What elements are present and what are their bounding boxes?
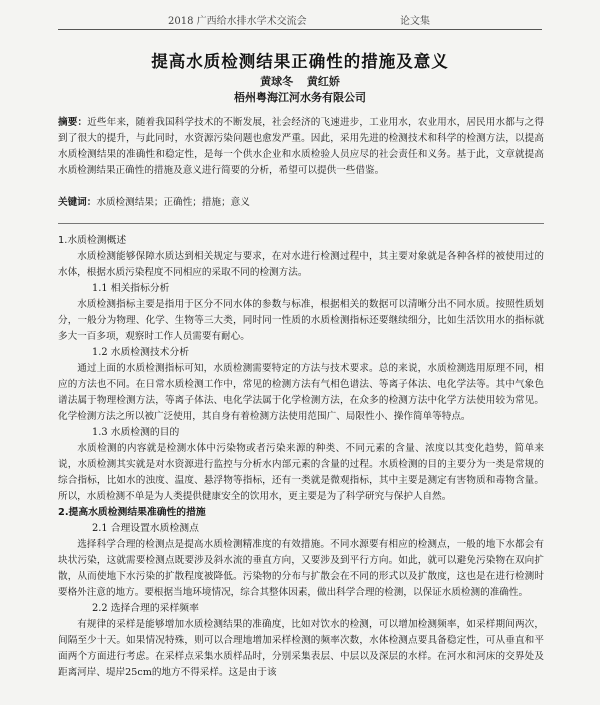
subsection-heading-2-2: 2.2 选择合理的采样频率: [92, 603, 199, 614]
keywords: [58, 195, 544, 211]
paper-authors: 黄球冬 黄红娇: [260, 75, 340, 88]
paper-affiliation: 梧州粤海江河水务有限公司: [234, 91, 366, 104]
subsection-heading-1-3: 1.3 水质检测的目的: [92, 427, 180, 438]
paragraph: 水质检测指标主要是指用于区分不同水体的参数与标准，根据相关的数据可以清晰分出不同水质。按照性质划分，一般分为物理、化学、生物等三大类，同时同一性质的水质检测指标还要继续细分，比如生活饮用水的指标就多大一百多项，观察时工作人员需要有耐心。: [58, 299, 544, 342]
paragraph: 水质检测能够保障水质达到相关规定与要求，在对水进行检测过程中，其主要对象就是各种各样的被使用过的水体，根据水质污染程度不同相应的采取不同的检测方法。: [58, 251, 544, 278]
keywords-text: 水质检测结果；正确性；措施；意义: [96, 197, 250, 208]
keywords-label: 关键词：: [58, 197, 97, 208]
paragraph: 水质检测的内容就是检测水体中污染物或者污染来源的种类、不同元素的含量、浓度以其变化趋势，简单来说，水质检测其实就是对水资源进行监控与分析水内部元素的含量的过程。水质检测的目的主要分为一类是常规的综合指标，比如水的浊度、温度、悬浮物等指标，还有一类就是微观指标，其中主要是测定有害物质和毒物含量。所以，水质检测不单是为人类提供健康安全的饮用水，更主要是为了科学研究与保护人自然。: [58, 443, 544, 502]
abstract-text: 近些年来，随着我国科学技术的不断发展，社会经济的飞速进步，工业用水，农业用水，居民用水都与之得到了很大的提升，与此同时，水资源污染问题也愈发严重。因此，采用先进的检测技术和科学的检测方法，以提高水质检测结果的准确性和稳定性，是每一个供水企业和水质检验人员应尽的社会责任和义务。基于此，文章就提高水质检测结果正确性的措施及意义进行简要的分析，希望可以提供一些借鉴。: [58, 117, 545, 176]
paragraph: 通过上面的水质检测指标可知，水质检测需要特定的方法与技术要求。总的来说，水质检测选用原理不同，相应的方法也不同。在日常水质检测工作中，常见的检测方法有气相色谱法、等离子体法、电化学法等。其中气象色谱法属于物理检测方法，等离子体法、电化学法属于化学检测方法，在众多的检测方法中化学方法使用较为常见。化学检测方法之所以被广泛使用，其自身有着检测方法使用范围广、局限性小、操作简单等特点。: [58, 363, 544, 422]
subsection-heading-2-1: 2.1 合理设置水质检测点: [92, 523, 199, 534]
header-rule: [58, 29, 542, 30]
subsection-heading-1-1: 1.1 相关指标分析: [92, 283, 170, 294]
abstract-label: 摘要：: [58, 117, 88, 128]
paragraph: 有规律的采样是能够增加水质检测结果的准确度，比如对饮水的检测，可以增加检测频率，如采样期间两次，间隔至少十天。如果情况特殊，则可以合理地增加采样检测的频率次数，水体检测点要具备稳定性，可从垂直和平面两个方面进行考虑。在采样点采集水质样品时，分别采集表层、中层以及深层的水样。在河水和河床的交界处及距离河岸、堤岸25cm的地方不得采样。这是由于该: [58, 619, 544, 678]
abstract: [58, 115, 544, 179]
paper-title: 提高水质检测结果正确性的措施及意义: [151, 52, 449, 71]
header-proceedings: 论文集: [400, 16, 430, 27]
header-conference: 2018 广西给水排水学术交流会: [168, 16, 307, 27]
body-text: [58, 233, 544, 703]
paragraph: 选择科学合理的检测点是提高水质检测精准度的有效措施。不同水源要有相应的检测点，一般的地下水都会有块状污染，这就需要检测点既要涉及斜水流的垂直方向，又要涉及到平行方向。如此，就可以避免污染物在双向扩散，从而使地下水污染的扩散程度被降低。污染物的分布与扩散会在不同的形式以及扩散度，这也是在进行检测时要格外注意的地方。要根据当地环境情况，综合其整体因素，做出科学合理的检测，以保证水质检测的准确性。: [58, 539, 544, 598]
section-divider: [58, 223, 544, 224]
section-heading-1: 1.水质检测概述: [58, 235, 127, 246]
subsection-heading-1-2: 1.2 水质检测技术分析: [92, 347, 190, 358]
running-header: [0, 10, 600, 30]
section-heading-2: 2.提高水质检测结果准确性的措施: [58, 507, 206, 518]
